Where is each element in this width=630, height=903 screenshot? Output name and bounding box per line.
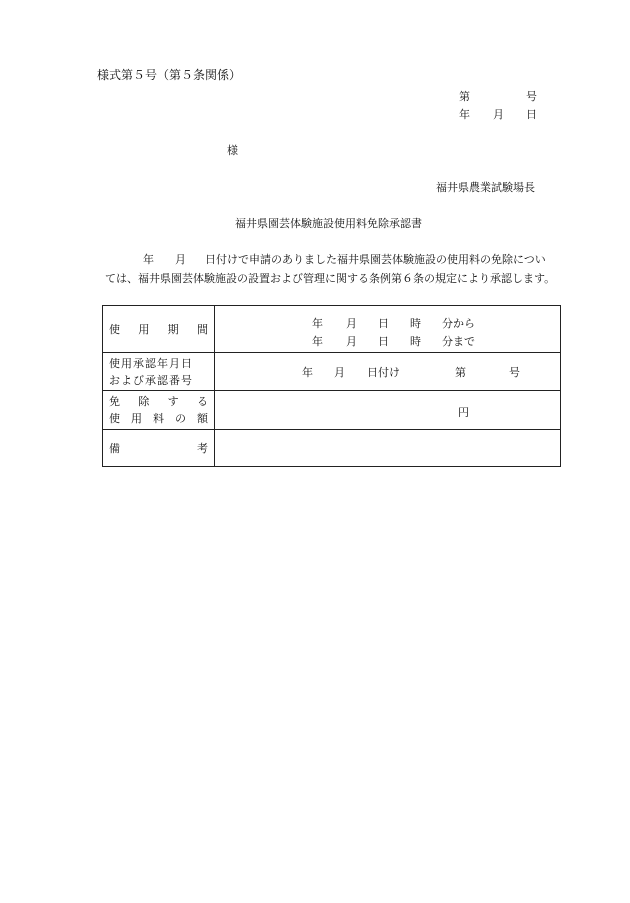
label-approval [103, 353, 215, 391]
label-char: の [175, 412, 186, 425]
row-remarks [103, 430, 561, 467]
label-char: 用 [131, 412, 142, 425]
period-to-hour: 時 [410, 335, 421, 348]
period-to-year: 年 [312, 335, 323, 348]
doc-number-go: 号 [526, 90, 537, 103]
period-to-day: 日 [378, 335, 389, 348]
label-remarks [103, 430, 215, 467]
approval-number-go: 号 [509, 366, 520, 379]
label-approval-line1: 使用承認年月日 [109, 356, 193, 370]
label-char: 使 [109, 412, 120, 425]
label-approval-line2: および承認番号 [109, 373, 193, 387]
value-remarks[interactable] [215, 430, 561, 467]
document-title: 福井県園芸体験施設使用料免除承認書 [235, 217, 422, 230]
row-usage-period [103, 306, 561, 353]
value-usage-period [215, 306, 561, 353]
approval-year: 年 [302, 366, 313, 379]
addressee-sama: 様 [227, 144, 238, 157]
label-char: 備 [109, 441, 120, 455]
period-from-year: 年 [312, 317, 323, 330]
label-fee-line2 [109, 410, 208, 427]
form-number: 様式第５号（第５条関係） [97, 68, 242, 82]
body-month: 月 [175, 253, 186, 266]
date-day: 日 [526, 108, 537, 121]
label-char: 間 [196, 322, 208, 336]
issuer-name: 福井県農業試験場長 [436, 181, 535, 194]
label-char: 額 [197, 412, 208, 425]
value-fee [215, 391, 561, 430]
label-fee [103, 391, 215, 430]
label-char: 使 [109, 322, 120, 336]
approval-date-suffix: 日付け [367, 366, 400, 379]
label-char: 料 [153, 412, 164, 425]
approval-table [102, 305, 561, 467]
period-to-minute: 分まで [442, 335, 475, 348]
label-char: す [167, 395, 179, 408]
date-year: 年 [459, 108, 470, 121]
label-char: 除 [138, 395, 150, 408]
period-from-minute: 分から [442, 317, 475, 330]
date-month: 月 [493, 108, 504, 121]
fee-unit-yen: 円 [458, 406, 469, 419]
approval-number-dai: 第 [455, 366, 466, 379]
label-fee-line1 [109, 393, 208, 410]
row-approval [103, 353, 561, 391]
period-to-month: 月 [346, 335, 357, 348]
body-year: 年 [143, 253, 154, 266]
label-char: 考 [197, 441, 208, 455]
label-char: 用 [138, 322, 150, 336]
value-approval [215, 353, 561, 391]
period-from-month: 月 [346, 317, 357, 330]
label-char: る [196, 395, 208, 408]
body-line1: 日付けで申請のありました福井県園芸体験施設の使用料の免除につい [205, 253, 546, 266]
label-char: 免 [109, 395, 120, 408]
doc-number-dai: 第 [459, 90, 470, 103]
period-from-hour: 時 [410, 317, 421, 330]
label-char: 期 [167, 322, 179, 336]
label-usage-period-text [109, 321, 208, 338]
label-usage-period [103, 306, 215, 353]
period-from-day: 日 [378, 317, 389, 330]
approval-month: 月 [334, 366, 345, 379]
row-fee [103, 391, 561, 430]
body-line2: ては、福井県園芸体験施設の設置および管理に関する条例第６条の規定により承認します。 [105, 272, 556, 285]
